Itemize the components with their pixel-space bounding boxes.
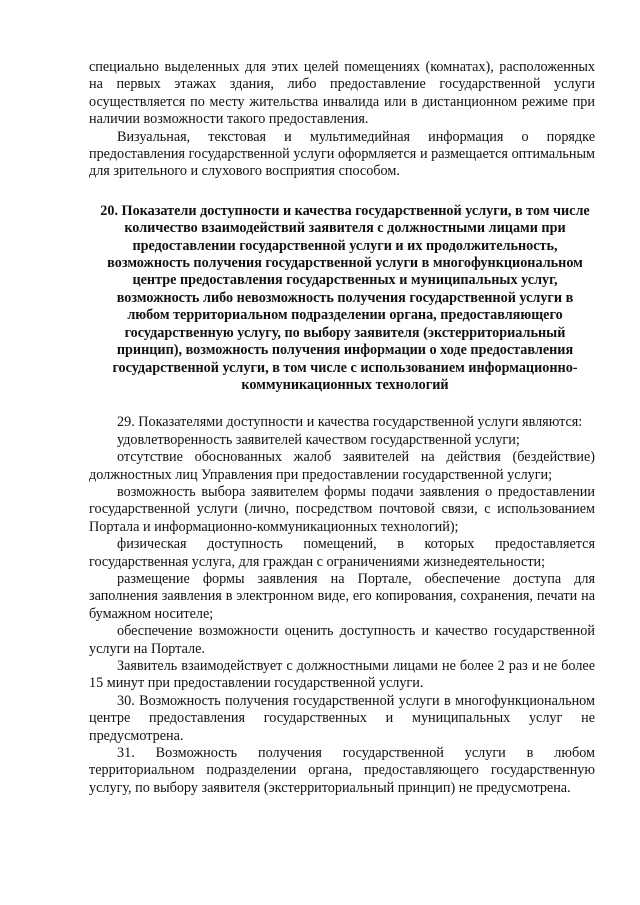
list-item-no-complaints: отсутствие обоснованных жалоб заявителей на действия (бездействие) должностных лиц Управления при предоставлении государственной услуги; bbox=[89, 449, 595, 483]
list-item-physical-accessibility: физическая доступность помещений, в которых предоставляется государственная услуга, для граждан с ограничениями жизнедеятельности; bbox=[89, 536, 595, 570]
intro-paragraph-visual-info: Визуальная, текстовая и мультимедийная информация о порядке предоставления государственной услуги оформляется и размещается оптимальным для зрительного и слухового восприятия способом. bbox=[89, 128, 595, 180]
paragraph-29: 29. Показателями доступности и качества государственной услуги являются: bbox=[117, 414, 583, 431]
paragraph-interactions: Заявитель взаимодействует с должностными лицами не более 2 раз и не более 15 минут при предоставлении государственной услуги. bbox=[89, 658, 595, 692]
list-item-portal-rating: обеспечение возможности оценить доступность и качество государственной услуги на Портале. bbox=[89, 623, 595, 657]
document-page bbox=[89, 59, 595, 797]
paragraph-31: 31. Возможность получения государственной услуги в любом территориальном подразделении органа, предоставляющего государственную услугу, по выбору заявителя (экстерриториальный принцип) не предусмотрена. bbox=[89, 745, 595, 796]
paragraph-30: 30. Возможность получения государственной услуги в многофункциональном центре предоставления государственных и муниципальных услуг не предусмотрена. bbox=[89, 692, 595, 744]
section-heading: 20. Показатели доступности и качества государственной услуги, в том числе количество взаимодействий заявителя с должностными лицами при предоставлении государственной услуги и их продолжительность, возможность получения государственной услуги в многофункциональном центре предоставления государственных и муниципальных услуг, возможность либо невозможность получения государственной услуги в любом территориальном подразделении органа, предоставляющего государственную услугу, по выбору заявителя (экстерриториальный принцип), возможность получения информации о ходе предоставления государственной услуги, в том числе с использованием информационно-коммуникационных технологий bbox=[100, 202, 590, 393]
intro-paragraph-continuation: специально выделенных для этих целей помещениях (комнатах), расположенных на первых этажах здания, либо предоставление государственной услуги осуществляется по месту жительства инвалида или в дистанционном режиме при наличии возможности такого предоставления. bbox=[89, 59, 595, 128]
list-item-portal-form: размещение формы заявления на Портале, обеспечение доступа для заполнения заявления в электронном виде, его копирования, сохранения, печати на бумажном носителе; bbox=[89, 570, 595, 622]
list-item-satisfaction: удовлетворенность заявителей качеством государственной услуги; bbox=[117, 431, 520, 448]
list-item-submission-choice: возможность выбора заявителем формы подачи заявления о предоставлении государственной услуги (лично, посредством почтовой связи, с использованием Портала и информационно-коммуникационных технологий); bbox=[89, 483, 595, 535]
